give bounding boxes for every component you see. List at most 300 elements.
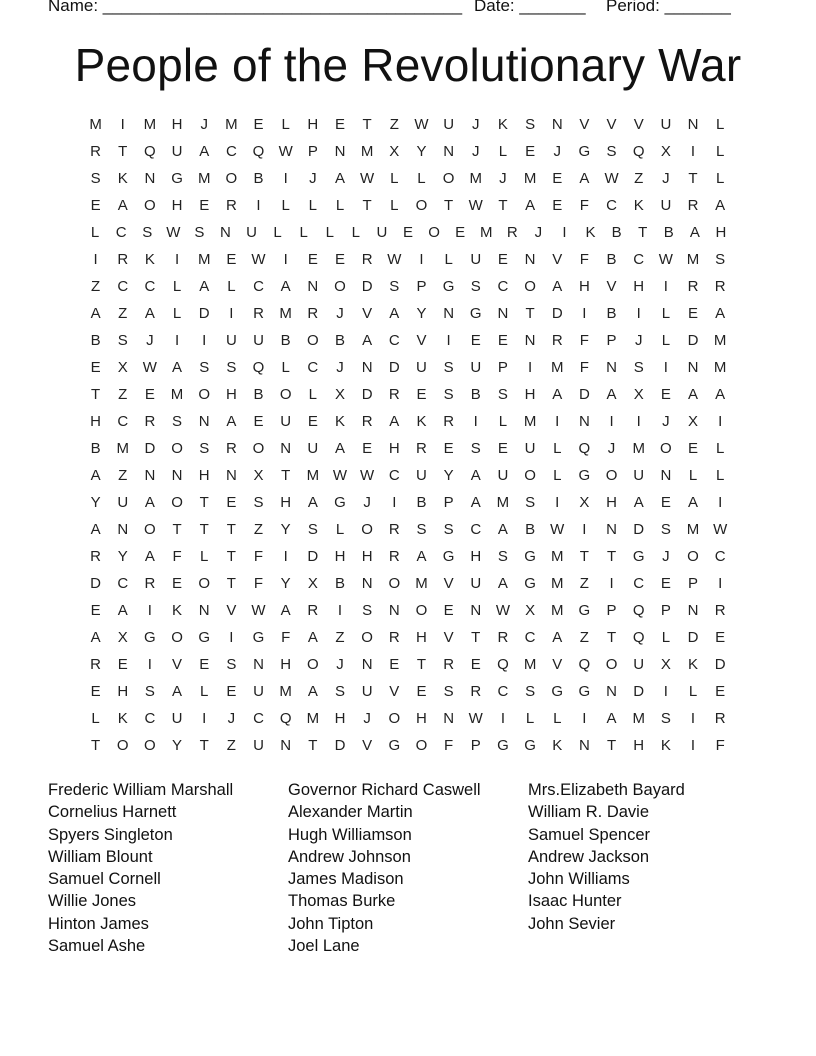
grid-letter: A — [117, 602, 128, 619]
grid-letter: O — [428, 224, 440, 241]
grid-letter: O — [198, 575, 211, 592]
grid-letter: G — [551, 683, 564, 700]
grid-row — [82, 654, 734, 681]
grid-letter: V — [579, 116, 590, 133]
grid-letter: U — [416, 359, 427, 376]
grid-letter: N — [334, 143, 346, 160]
grid-letter: I — [609, 413, 614, 430]
grid-letter: R — [551, 332, 563, 349]
grid-letter: I — [202, 710, 207, 727]
grid-letter: O — [279, 386, 292, 403]
grid-letter: D — [633, 683, 645, 700]
grid-letter: C — [497, 683, 509, 700]
grid-letter: Y — [90, 494, 101, 511]
grid-letter: I — [527, 359, 533, 376]
grid-letter: F — [579, 359, 589, 376]
grid-letter: O — [306, 332, 319, 349]
grid-letter: I — [174, 251, 180, 268]
grid-letter: U — [660, 197, 672, 214]
grid-letter: L — [335, 521, 345, 538]
grid-letter: E — [660, 494, 671, 511]
grid-letter: C — [253, 278, 264, 295]
grid-letter: T — [416, 656, 427, 673]
grid-letter: O — [415, 602, 428, 619]
grid-letter: O — [605, 656, 618, 673]
grid-letter: R — [506, 224, 518, 241]
grid-letter: L — [325, 224, 334, 241]
grid-letter: B — [525, 521, 536, 538]
grid-letter: E — [362, 440, 373, 457]
grid-letter: Z — [226, 737, 236, 754]
grid-letter: C — [225, 143, 237, 160]
grid-letter: U — [253, 683, 264, 700]
grid-letter: T — [606, 548, 617, 565]
grid-letter: V — [443, 575, 454, 592]
grid-letter: B — [334, 575, 345, 592]
grid-letter: T — [226, 575, 236, 592]
grid-letter: M — [170, 386, 184, 403]
grid-letter: C — [497, 278, 509, 295]
word-search-grid — [82, 114, 734, 762]
grid-letter: R — [307, 602, 319, 619]
grid-letter: Q — [144, 143, 156, 160]
grid-letter: R — [497, 629, 509, 646]
grid-letter: I — [663, 278, 668, 295]
grid-letter: L — [281, 116, 290, 133]
grid-letter: D — [90, 575, 101, 592]
grid-letter: W — [550, 521, 565, 538]
grid-letter: V — [362, 737, 373, 754]
grid-letter: R — [714, 602, 726, 619]
grid-letter: R — [225, 440, 237, 457]
grid-letter: M — [713, 359, 727, 376]
name-field-label: Name: ______________________________________ — [48, 0, 463, 15]
grid-letter: E — [470, 332, 481, 349]
grid-letter: E — [172, 575, 183, 592]
grid-letter: Q — [497, 656, 509, 673]
grid-letter: A — [280, 602, 291, 619]
grid-letter: M — [550, 548, 564, 565]
grid-letter: E — [455, 224, 466, 241]
grid-letter: X — [660, 143, 671, 160]
grid-letter: R — [416, 440, 427, 457]
word-bank-item: John Sevier — [528, 914, 616, 933]
grid-letter: W — [713, 521, 728, 538]
grid-letter: N — [443, 710, 455, 727]
grid-letter: N — [443, 143, 455, 160]
grid-letter: M — [143, 116, 157, 133]
grid-letter: K — [688, 656, 699, 673]
grid-letter: K — [552, 737, 563, 754]
grid-letter: G — [632, 548, 645, 565]
grid-letter: G — [334, 494, 346, 511]
grid-row — [82, 249, 734, 276]
grid-letter: N — [388, 602, 400, 619]
grid-letter: N — [307, 278, 319, 295]
grid-letter: Y — [117, 548, 128, 565]
grid-letter: I — [229, 629, 234, 646]
grid-letter: E — [90, 683, 101, 700]
grid-letter: W — [251, 251, 266, 268]
grid-letter: O — [605, 467, 618, 484]
grid-letter: L — [498, 413, 508, 430]
grid-letter: G — [578, 143, 591, 160]
grid-letter: C — [714, 548, 726, 565]
grid-letter: A — [389, 305, 400, 322]
grid-letter: S — [194, 224, 205, 241]
grid-letter: B — [611, 224, 622, 241]
grid-letter: U — [497, 467, 509, 484]
grid-letter: L — [308, 197, 317, 214]
grid-letter: I — [582, 305, 587, 322]
grid-letter: U — [171, 143, 183, 160]
grid-letter: J — [336, 359, 344, 376]
grid-letter: W — [166, 224, 181, 241]
grid-letter: L — [553, 440, 562, 457]
grid-letter: H — [198, 467, 210, 484]
grid-letter: O — [198, 386, 211, 403]
grid-letter: T — [362, 197, 372, 214]
grid-letter: R — [253, 305, 264, 322]
grid-letter: S — [497, 386, 508, 403]
grid-letter: L — [299, 224, 308, 241]
grid-letter: S — [307, 521, 318, 538]
grid-letter: O — [171, 440, 183, 457]
grid-letter: O — [306, 656, 319, 673]
grid-letter: A — [552, 386, 563, 403]
word-bank-item: James Madison — [288, 870, 404, 889]
grid-letter: K — [416, 413, 427, 430]
grid-letter: V — [226, 602, 237, 619]
grid-letter: B — [90, 332, 101, 349]
grid-letter: A — [470, 494, 481, 511]
grid-letter: F — [579, 197, 589, 214]
word-bank-item: Thomas Burke — [288, 892, 396, 911]
grid-letter: J — [363, 710, 371, 727]
grid-letter: A — [715, 197, 726, 214]
grid-letter: E — [90, 359, 101, 376]
word-bank-item: John Williams — [528, 870, 630, 889]
grid-letter: H — [715, 224, 727, 241]
grid-letter: Q — [252, 359, 265, 376]
grid-letter: N — [280, 440, 292, 457]
grid-letter: G — [524, 737, 536, 754]
grid-letter: X — [633, 386, 644, 403]
grid-letter: S — [525, 116, 536, 133]
grid-letter: C — [117, 278, 129, 295]
grid-letter: L — [90, 224, 100, 241]
grid-letter: V — [362, 305, 373, 322]
grid-letter: I — [690, 710, 696, 727]
word-bank-item: Isaac Hunter — [528, 892, 622, 911]
grid-letter: A — [334, 170, 345, 187]
grid-letter: E — [334, 116, 345, 133]
grid-letter: B — [253, 170, 264, 187]
grid-letter: Z — [118, 467, 128, 484]
grid-letter: H — [470, 548, 482, 565]
grid-row — [82, 600, 734, 627]
grid-letter: C — [388, 467, 400, 484]
grid-letter: N — [660, 467, 672, 484]
grid-row — [82, 168, 734, 195]
grid-letter: I — [582, 710, 587, 727]
grid-letter: N — [524, 251, 536, 268]
grid-letter: A — [497, 575, 508, 592]
grid-letter: M — [686, 251, 700, 268]
grid-letter: E — [470, 656, 481, 673]
grid-letter: K — [660, 737, 671, 754]
grid-letter: J — [499, 170, 507, 187]
grid-letter: O — [524, 278, 536, 295]
grid-letter: F — [281, 629, 291, 646]
grid-letter: A — [552, 278, 563, 295]
grid-letter: I — [636, 305, 641, 322]
grid-letter: C — [388, 332, 400, 349]
grid-letter: U — [280, 413, 292, 430]
grid-letter: A — [307, 494, 318, 511]
word-bank-column — [528, 779, 758, 935]
grid-letter: T — [498, 197, 508, 214]
grid-letter: A — [172, 359, 183, 376]
grid-letter: Y — [280, 575, 291, 592]
grid-letter: Y — [416, 305, 427, 322]
grid-letter: N — [361, 575, 373, 592]
grid-letter: L — [716, 467, 725, 484]
grid-letter: M — [306, 467, 320, 484]
grid-letter: L — [716, 440, 725, 457]
grid-letter: S — [90, 170, 101, 187]
grid-letter: A — [90, 521, 101, 538]
grid-letter: V — [633, 116, 644, 133]
grid-letter: C — [144, 278, 156, 295]
grid-letter: N — [687, 602, 699, 619]
grid-letter: C — [524, 629, 536, 646]
grid-letter: R — [687, 278, 699, 295]
word-bank-item: Samuel Spencer — [528, 825, 650, 844]
grid-letter: Y — [416, 143, 427, 160]
grid-row — [82, 114, 734, 141]
grid-letter: B — [253, 386, 264, 403]
grid-letter: K — [144, 251, 155, 268]
grid-letter: Q — [632, 602, 645, 619]
grid-letter: L — [351, 224, 360, 241]
grid-letter: I — [690, 737, 696, 754]
grid-letter: Q — [632, 629, 645, 646]
grid-letter: U — [253, 332, 264, 349]
grid-row — [82, 276, 734, 303]
grid-letter: S — [389, 278, 400, 295]
grid-letter: D — [361, 278, 373, 295]
grid-letter: I — [582, 521, 587, 538]
grid-letter: R — [388, 629, 400, 646]
grid-letter: M — [197, 251, 211, 268]
grid-letter: G — [388, 737, 401, 754]
grid-letter: S — [470, 278, 481, 295]
grid-letter: R — [388, 548, 400, 565]
grid-letter: R — [443, 413, 455, 430]
grid-letter: I — [500, 710, 505, 727]
grid-letter: C — [470, 521, 482, 538]
grid-row — [82, 141, 734, 168]
grid-letter: A — [579, 170, 590, 187]
grid-letter: Z — [118, 386, 128, 403]
grid-letter: K — [117, 170, 128, 187]
grid-letter: L — [172, 278, 182, 295]
grid-letter: C — [606, 197, 617, 214]
grid-letter: O — [225, 170, 238, 187]
word-bank-item: William Blount — [48, 847, 153, 866]
grid-letter: M — [279, 683, 292, 700]
grid-letter: E — [307, 251, 318, 268]
grid-letter: D — [334, 737, 346, 754]
grid-letter: B — [606, 251, 617, 268]
grid-letter: F — [715, 737, 725, 754]
grid-letter: X — [117, 359, 128, 376]
grid-letter: A — [633, 494, 644, 511]
grid-letter: H — [578, 278, 590, 295]
grid-letter: V — [416, 332, 427, 349]
grid-letter: U — [443, 116, 455, 133]
grid-letter: D — [687, 332, 699, 349]
grid-letter: G — [524, 548, 536, 565]
grid-letter: V — [389, 683, 400, 700]
grid-letter: A — [90, 629, 101, 646]
grid-letter: I — [174, 332, 180, 349]
grid-letter: H — [388, 440, 400, 457]
grid-letter: W — [604, 170, 619, 187]
grid-letter: L — [553, 467, 562, 484]
grid-letter: C — [253, 710, 264, 727]
grid-letter: T — [172, 521, 182, 538]
grid-letter: M — [713, 332, 727, 349]
grid-letter: Q — [279, 710, 292, 727]
grid-letter: T — [226, 521, 236, 538]
grid-letter: U — [633, 656, 645, 673]
grid-letter: U — [416, 467, 427, 484]
grid-letter: H — [225, 386, 237, 403]
grid-letter: A — [552, 629, 563, 646]
grid-letter: A — [606, 710, 617, 727]
grid-letter: O — [524, 467, 536, 484]
grid-letter: T — [638, 224, 648, 241]
grid-letter: A — [226, 413, 237, 430]
word-bank-item: William R. Davie — [528, 803, 650, 822]
grid-letter: K — [172, 602, 183, 619]
grid-letter: X — [389, 143, 400, 160]
grid-letter: R — [714, 278, 726, 295]
grid-letter: A — [90, 467, 101, 484]
grid-letter: X — [660, 656, 671, 673]
grid-letter: Q — [578, 440, 591, 457]
grid-letter: A — [144, 305, 155, 322]
grid-letter: S — [660, 710, 671, 727]
period-field-label: Period: _______ — [606, 0, 731, 15]
grid-letter: W — [468, 710, 483, 727]
grid-letter: G — [442, 548, 455, 565]
grid-letter: H — [90, 413, 101, 430]
grid-letter: X — [525, 602, 536, 619]
grid-letter: G — [497, 737, 509, 754]
grid-letter: E — [199, 197, 210, 214]
grid-letter: M — [523, 413, 537, 430]
grid-letter: N — [117, 521, 129, 538]
grid-letter: H — [117, 683, 129, 700]
grid-letter: K — [334, 413, 345, 430]
grid-row — [82, 330, 734, 357]
grid-letter: X — [307, 575, 318, 592]
grid-letter: H — [416, 629, 427, 646]
grid-letter: O — [144, 197, 156, 214]
grid-letter: H — [171, 116, 183, 133]
grid-letter: S — [334, 683, 345, 700]
grid-letter: S — [142, 224, 153, 241]
grid-letter: W — [360, 170, 375, 187]
grid-letter: O — [660, 440, 672, 457]
grid-letter: Q — [252, 143, 265, 160]
grid-letter: C — [117, 413, 129, 430]
grid-letter: A — [117, 197, 128, 214]
grid-letter: I — [690, 143, 696, 160]
grid-letter: H — [171, 197, 183, 214]
grid-letter: F — [444, 737, 454, 754]
grid-row — [82, 546, 734, 573]
grid-letter: R — [714, 710, 726, 727]
grid-letter: E — [715, 629, 726, 646]
grid-letter: B — [663, 224, 674, 241]
grid-row — [82, 384, 734, 411]
grid-letter: L — [716, 143, 725, 160]
grid-letter: S — [226, 656, 237, 673]
grid-letter: T — [281, 467, 291, 484]
grid-letter: R — [90, 143, 101, 160]
grid-letter: N — [198, 602, 210, 619]
grid-letter: D — [551, 305, 563, 322]
grid-letter: J — [146, 332, 154, 349]
grid-letter: S — [253, 494, 264, 511]
grid-letter: Q — [632, 143, 645, 160]
grid-letter: H — [633, 278, 645, 295]
grid-letter: I — [555, 494, 560, 511]
word-bank-item: John Tipton — [288, 914, 374, 933]
grid-letter: N — [470, 602, 482, 619]
grid-letter: W — [658, 251, 673, 268]
grid-letter: S — [443, 386, 454, 403]
grid-letter: I — [555, 413, 560, 430]
word-bank-item: Hugh Williamson — [288, 825, 412, 844]
grid-letter: A — [688, 494, 699, 511]
grid-letter: A — [689, 224, 700, 241]
grid-letter: E — [660, 386, 671, 403]
grid-letter: Z — [90, 278, 101, 295]
grid-letter: B — [606, 305, 617, 322]
grid-letter: B — [90, 440, 101, 457]
grid-letter: I — [283, 251, 288, 268]
grid-letter: I — [419, 251, 424, 268]
grid-letter: O — [442, 170, 455, 187]
word-bank-item: Joel Lane — [288, 937, 360, 956]
word-bank-item: Mrs.Elizabeth Bayard — [528, 781, 685, 799]
grid-row — [82, 303, 734, 330]
grid-letter: R — [117, 251, 129, 268]
grid-letter: J — [336, 656, 344, 673]
grid-letter: N — [361, 656, 373, 673]
grid-letter: E — [552, 197, 563, 214]
grid-letter: L — [281, 359, 290, 376]
grid-letter: M — [479, 224, 493, 241]
grid-letter: G — [469, 305, 482, 322]
grid-letter: O — [687, 548, 699, 565]
grid-letter: M — [632, 440, 645, 457]
